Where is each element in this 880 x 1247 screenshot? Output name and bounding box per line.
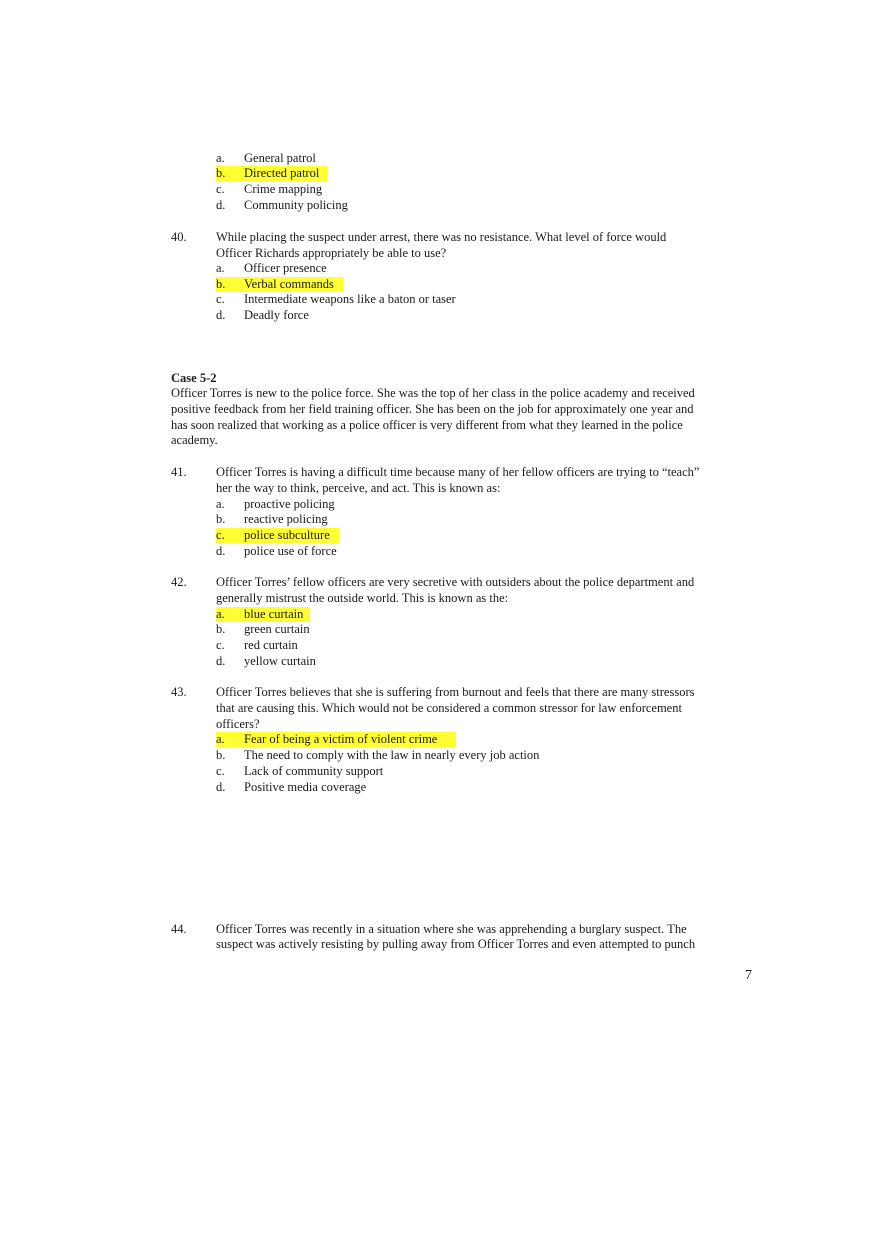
question-number: 41. — [171, 465, 187, 479]
question-text-line: her the way to think, perceive, and act. This is known as: — [216, 481, 501, 495]
case-text-line: Officer Torres is new to the police force. She was the top of her class in the police academy and received — [171, 386, 695, 400]
question-text-line: Officer Richards appropriately be able to use? — [216, 246, 447, 260]
question-number: 40. — [171, 230, 187, 244]
case-text-line: academy. — [171, 433, 218, 447]
question-text-line: generally mistrust the outside world. This is known as the: — [216, 591, 509, 605]
document-page: a. General patrol b. Directed patrol c. Crime mapping d. Community policing 40. While placing the suspect under arrest, there was no resistance. What level of force would Officer Richards appropriately be able to use? a. Officer presence b. Verbal commands c. Intermediate weapons like a baton or taser d. Deadly force Case 5-2 Officer Torres is new to the police force. She was the top of her class in the police academy and received positive feedback from her field training officer. She has been on the job for approximately one year and has soon realized that working as a police officer is very different from what they learned in the police academy. 41. Officer Torres is having a difficult time because many of her fellow officers are trying to “teach” her the way to think, perceive, and act. This is known as: a. proactive policing b. reactive policing c. police subculture d. police use of force 42. Officer Torres’ fellow officers are very secretive with outsiders about the police department and generally mistrust the outside world. This is known as the: a. blue curtain b. green curtain c. red curtain d. yellow curtain 43. Officer Torres believes that she is suffering from burnout and feels that there are many stressors that are causing this. Which would not be considered a common stressor for law enforcement officers? a. Fear of being a victim of violent crime b. The need to comply with the law in nearly every job action c. Lack of community support d. Positive media coverage 44. Officer Torres was recently in a situation where she was apprehending a burglary suspect. The suspect was actively resisting by pulling away from Officer Torres and even attempted to punch 7 — [171, 151, 752, 983]
question-text-line: Officer Torres is having a difficult time because many of her fellow officers are trying to “teach” — [216, 465, 700, 479]
page-number: 7 — [745, 968, 752, 983]
case-text-line: positive feedback from her field training officer. She has been on the job for approximately one year and — [171, 402, 694, 416]
question-text-line: suspect was actively resisting by pulling away from Officer Torres and even attempted to punch — [216, 937, 696, 951]
question-text-line: officers? — [216, 717, 260, 731]
case-text-line: has soon realized that working as a police officer is very different from what they learned in the police — [171, 418, 683, 432]
question-text-line: Officer Torres believes that she is suffering from burnout and feels that there are many stressors — [216, 685, 695, 699]
question-text-line: that are causing this. Which would not be considered a common stressor for law enforcement — [216, 701, 682, 715]
question-number: 42. — [171, 575, 187, 589]
question-number: 43. — [171, 685, 187, 699]
question-text-line: Officer Torres’ fellow officers are very secretive with outsiders about the police department and — [216, 575, 695, 589]
question-number: 44. — [171, 922, 187, 936]
case-title: Case 5-2 — [171, 371, 217, 385]
question-text-line: Officer Torres was recently in a situation where she was apprehending a burglary suspect. The — [216, 922, 687, 936]
question-text-line: While placing the suspect under arrest, there was no resistance. What level of force would — [216, 230, 667, 244]
